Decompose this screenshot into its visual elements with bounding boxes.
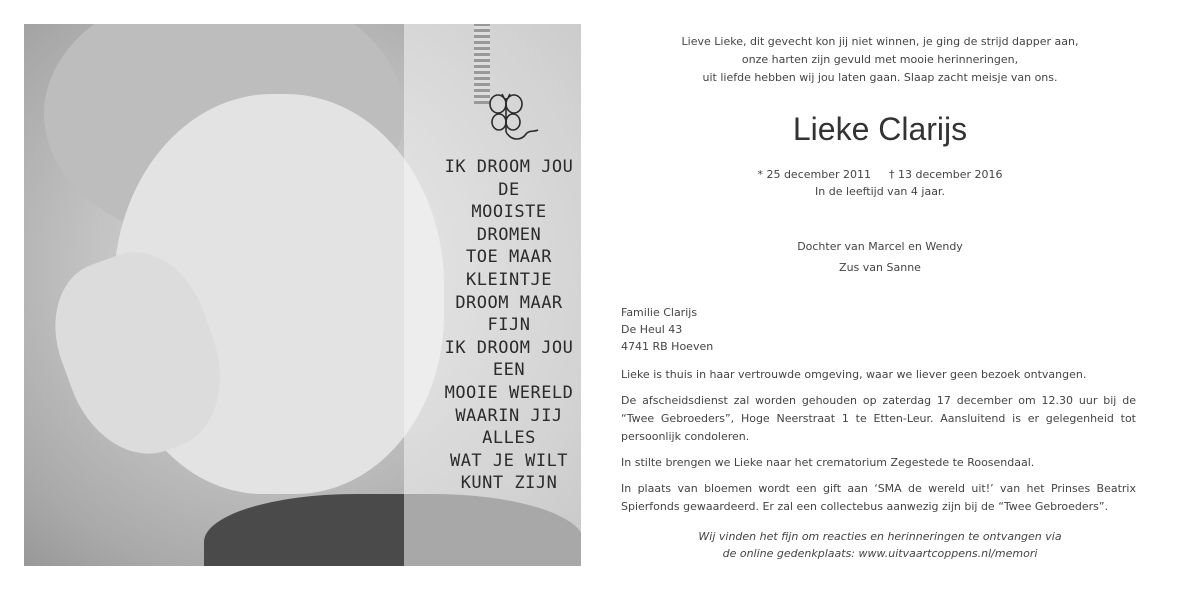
poem: [424, 90, 594, 495]
intro-verse: [600, 33, 1160, 87]
poem-line: EEN: [492, 360, 526, 381]
poem-line: DROMEN: [476, 224, 542, 245]
life-dates: [600, 166, 1160, 200]
daughter-of: Dochter van Marcel en Wendy: [797, 240, 963, 253]
closing-line: Wij vinden het fijn om reacties en herinneringen te ontvangen via: [698, 530, 1062, 543]
donation-paragraph: In plaats van bloemen wordt een gift aan ‘SMA de wereld uit!’ van het Prinses Beatrix Spierfonds gewaardeerd. Er zal een collectebus aanwezig zijn bij de “Twee Gebroeders”.: [621, 482, 1136, 513]
poem-line: MOOIE WERELD: [444, 382, 574, 403]
poem-line: FIJN: [487, 315, 531, 336]
death-date: † 13 december 2016: [889, 168, 1003, 181]
correspondence-address: [621, 304, 713, 355]
poem-line: WAT JE WILT: [449, 450, 569, 471]
birth-date: * 25 december 2011: [757, 168, 871, 181]
date-row: [600, 166, 1160, 183]
intro-line: onze harten zijn gevuld met mooie herinneringen,: [741, 53, 1019, 66]
poem-line: ALLES: [482, 428, 536, 449]
service-paragraph: De afscheidsdienst zal worden gehouden op zaterdag 17 december om 12.30 uur bij de “Twee Gebroeders”, Hoge Neerstraat 1 te Etten-Leur. Aansluitend is er gelegenheid tot persoonlijk condoleren.: [621, 394, 1136, 443]
closing-note: [600, 528, 1160, 562]
sister-of: Zus van Sanne: [839, 261, 921, 274]
poem-line: DE: [498, 179, 520, 200]
announcement-paragraphs: [621, 366, 1136, 524]
family-relations: [600, 236, 1160, 278]
poem-line: WAARIN JIJ: [455, 405, 563, 426]
poem-line: KLEINTJE: [466, 269, 552, 290]
poem-line: MOOISTE: [471, 202, 547, 223]
poem-line: DROOM MAAR: [455, 292, 563, 313]
cremation-paragraph: In stilte brengen we Lieke naar het crematorium Zegestede te Roosendaal.: [621, 456, 1035, 469]
poem-line: KUNT ZIJN: [460, 473, 558, 494]
address-line: De Heul 43: [621, 323, 683, 336]
deceased-name: Lieke Clarijs: [792, 111, 968, 147]
poem-line: IK DROOM JOU: [444, 157, 574, 177]
age-text: In de leeftijd van 4 jaar.: [815, 185, 945, 198]
home-visit-paragraph: Lieke is thuis in haar vertrouwde omgeving, waar we liever geen bezoek ontvangen.: [621, 368, 1087, 381]
intro-line: uit liefde hebben wij jou laten gaan. Slaap zacht meisje van ons.: [702, 71, 1058, 84]
butterfly-icon: [474, 90, 544, 150]
intro-line: Lieve Lieke, dit gevecht kon jij niet winnen, je ging de strijd dapper aan,: [681, 35, 1079, 48]
announcement-text: [600, 0, 1160, 591]
closing-line: de online gedenkplaats: www.uitvaartcoppens.nl/memori: [722, 547, 1038, 560]
address-line: Familie Clarijs: [621, 306, 698, 319]
poem-line: TOE MAAR: [466, 247, 552, 268]
poem-line: IK DROOM JOU: [444, 337, 574, 358]
address-line: 4741 RB Hoeven: [621, 340, 714, 353]
